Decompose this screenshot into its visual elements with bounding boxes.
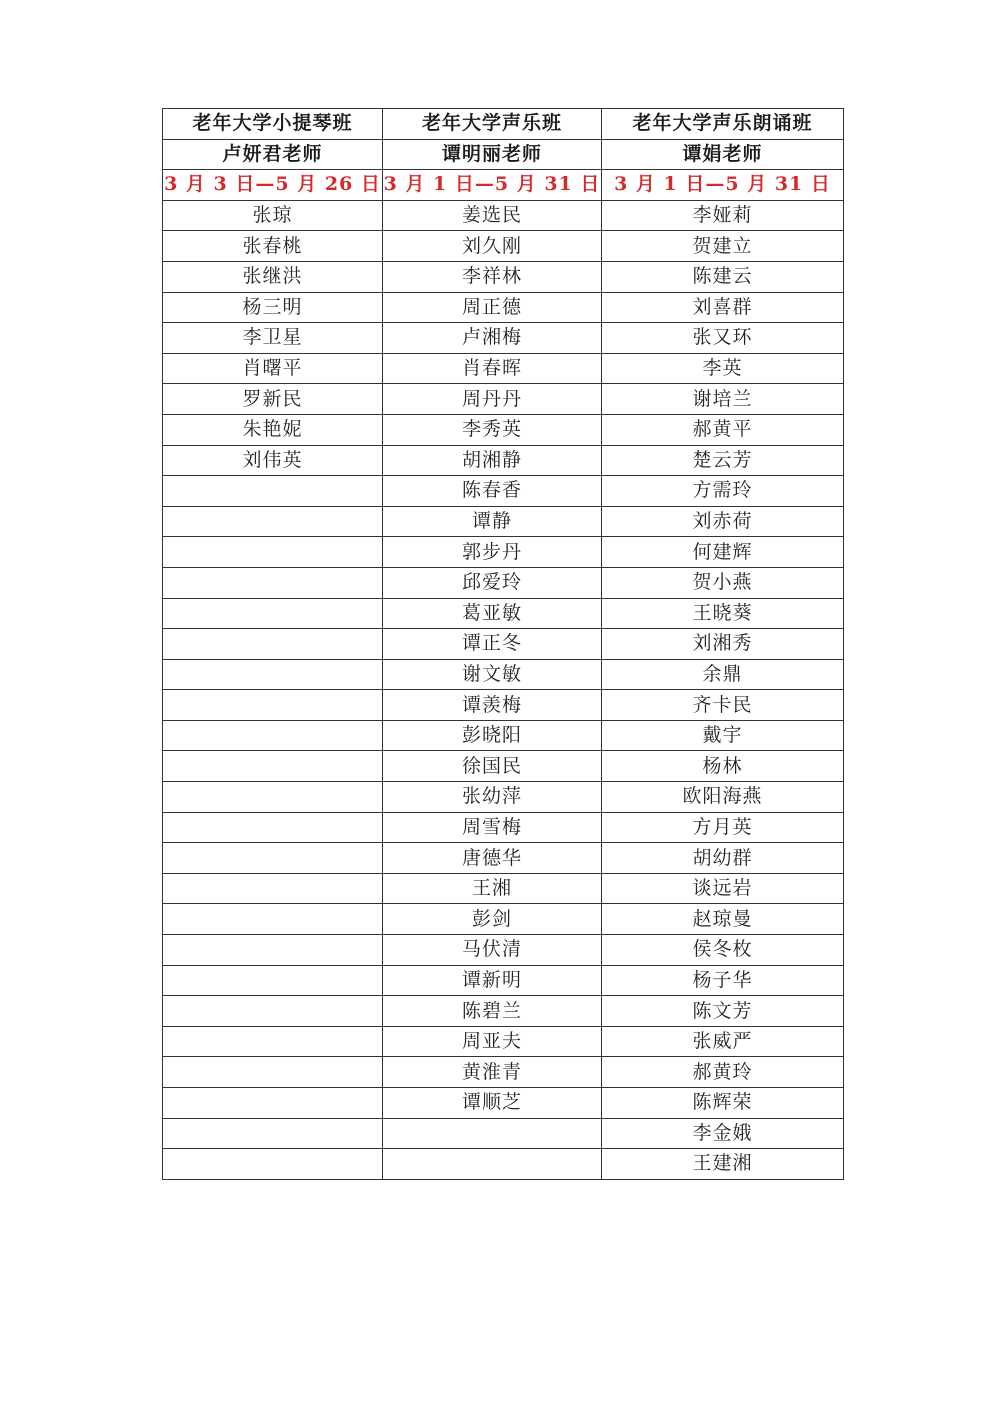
student-name-cell: 谭新明 [383, 965, 602, 996]
student-name-cell [163, 476, 383, 507]
table-row [163, 567, 844, 598]
student-name-cell: 李娅莉 [602, 200, 844, 231]
student-name-cell: 侯冬枚 [602, 935, 844, 966]
class-roster-table [162, 108, 844, 1180]
table-row [163, 873, 844, 904]
student-name-cell: 马伏清 [383, 935, 602, 966]
student-name-cell: 徐国民 [383, 751, 602, 782]
student-name-cell: 杨三明 [163, 292, 383, 323]
table-row [163, 843, 844, 874]
table-row [163, 323, 844, 354]
student-name-cell: 李英 [602, 353, 844, 384]
student-name-cell: 张幼萍 [383, 782, 602, 813]
table-row [163, 720, 844, 751]
student-name-cell: 楚云芳 [602, 445, 844, 476]
student-name-cell: 何建辉 [602, 537, 844, 568]
table-row [163, 292, 844, 323]
student-name-cell: 郭步丹 [383, 537, 602, 568]
student-name-cell: 张琼 [163, 200, 383, 231]
table-row [163, 261, 844, 292]
teacher-row [163, 139, 844, 170]
student-name-cell [383, 1149, 602, 1180]
student-name-cell: 戴宇 [602, 720, 844, 751]
student-name-cell: 朱艳妮 [163, 414, 383, 445]
student-name-cell [163, 690, 383, 721]
student-name-cell: 谈远岩 [602, 873, 844, 904]
class-name-vocal-recitation: 老年大学声乐朗诵班 [602, 109, 844, 140]
student-name-cell: 葛亚敏 [383, 598, 602, 629]
table-row [163, 935, 844, 966]
dates-violin: 3 月 3 日—5 月 26 日 [163, 170, 383, 201]
teacher-violin: 卢妍君老师 [163, 139, 383, 170]
student-name-cell: 欧阳海燕 [602, 782, 844, 813]
date-range-row [163, 170, 844, 201]
table-row [163, 353, 844, 384]
student-name-cell: 谢培兰 [602, 384, 844, 415]
table-row [163, 782, 844, 813]
student-name-cell: 李卫星 [163, 323, 383, 354]
roster-body [163, 109, 844, 1180]
student-name-cell: 卢湘梅 [383, 323, 602, 354]
student-name-cell: 杨林 [602, 751, 844, 782]
table-row [163, 904, 844, 935]
teacher-vocal-recitation: 谭娟老师 [602, 139, 844, 170]
student-name-cell: 陈辉荣 [602, 1088, 844, 1119]
student-name-cell: 刘赤荷 [602, 506, 844, 537]
student-name-cell: 张继洪 [163, 261, 383, 292]
student-name-cell: 彭剑 [383, 904, 602, 935]
student-name-cell: 李祥林 [383, 261, 602, 292]
student-name-cell [163, 782, 383, 813]
student-name-cell: 刘湘秀 [602, 629, 844, 660]
student-name-cell: 肖曙平 [163, 353, 383, 384]
student-name-cell: 谭静 [383, 506, 602, 537]
student-name-cell [163, 812, 383, 843]
student-name-cell: 周雪梅 [383, 812, 602, 843]
class-name-violin: 老年大学小提琴班 [163, 109, 383, 140]
student-name-cell [163, 843, 383, 874]
student-name-cell: 李秀英 [383, 414, 602, 445]
student-name-cell [163, 537, 383, 568]
student-name-cell: 邱爱玲 [383, 567, 602, 598]
student-name-cell: 齐卡民 [602, 690, 844, 721]
student-name-cell: 刘伟英 [163, 445, 383, 476]
dates-vocal: 3 月 1 日—5 月 31 日 [383, 170, 602, 201]
student-name-cell: 方需玲 [602, 476, 844, 507]
student-name-cell: 杨子华 [602, 965, 844, 996]
student-name-cell: 胡幼群 [602, 843, 844, 874]
student-name-cell: 贺建立 [602, 231, 844, 262]
student-name-cell [383, 1118, 602, 1149]
student-name-cell: 余鼎 [602, 659, 844, 690]
student-name-cell: 王建湘 [602, 1149, 844, 1180]
student-name-cell: 彭晓阳 [383, 720, 602, 751]
student-name-cell: 刘喜群 [602, 292, 844, 323]
dates-vocal-recitation: 3 月 1 日—5 月 31 日 [602, 170, 844, 201]
table-row [163, 965, 844, 996]
student-name-cell: 周亚夫 [383, 1026, 602, 1057]
student-name-cell: 郝黄平 [602, 414, 844, 445]
student-name-cell: 陈碧兰 [383, 996, 602, 1027]
student-name-cell: 谭顺芝 [383, 1088, 602, 1119]
table-row [163, 629, 844, 660]
table-row [163, 1149, 844, 1180]
student-name-cell [163, 720, 383, 751]
student-name-cell: 唐德华 [383, 843, 602, 874]
table-row [163, 414, 844, 445]
student-name-cell: 王湘 [383, 873, 602, 904]
student-name-cell: 陈文芳 [602, 996, 844, 1027]
student-name-cell [163, 1026, 383, 1057]
teacher-vocal: 谭明丽老师 [383, 139, 602, 170]
student-name-cell: 张威严 [602, 1026, 844, 1057]
student-name-cell: 赵琼曼 [602, 904, 844, 935]
student-name-cell [163, 904, 383, 935]
student-name-cell [163, 598, 383, 629]
student-name-cell: 周正德 [383, 292, 602, 323]
student-name-cell [163, 1149, 383, 1180]
student-name-cell: 李金娥 [602, 1118, 844, 1149]
table-row [163, 200, 844, 231]
student-name-cell [163, 659, 383, 690]
table-row [163, 1118, 844, 1149]
table-row [163, 598, 844, 629]
student-name-cell: 谭羡梅 [383, 690, 602, 721]
student-name-cell: 罗新民 [163, 384, 383, 415]
class-name-vocal: 老年大学声乐班 [383, 109, 602, 140]
student-name-cell [163, 751, 383, 782]
student-name-cell: 肖春晖 [383, 353, 602, 384]
student-name-cell: 姜选民 [383, 200, 602, 231]
table-row [163, 1026, 844, 1057]
student-name-cell [163, 935, 383, 966]
student-name-cell: 陈春香 [383, 476, 602, 507]
table-row [163, 445, 844, 476]
student-name-cell [163, 965, 383, 996]
student-name-cell [163, 567, 383, 598]
student-name-cell: 谭正冬 [383, 629, 602, 660]
student-name-cell [163, 1057, 383, 1088]
student-name-cell: 黄淮青 [383, 1057, 602, 1088]
table-row [163, 751, 844, 782]
class-name-row [163, 109, 844, 140]
student-name-cell: 谢文敏 [383, 659, 602, 690]
table-row [163, 690, 844, 721]
table-row [163, 659, 844, 690]
student-name-cell: 胡湘静 [383, 445, 602, 476]
student-name-cell: 刘久刚 [383, 231, 602, 262]
table-row [163, 384, 844, 415]
student-name-cell [163, 1088, 383, 1119]
table-row [163, 812, 844, 843]
student-name-cell [163, 1118, 383, 1149]
table-row [163, 1088, 844, 1119]
student-name-cell [163, 996, 383, 1027]
table-row [163, 1057, 844, 1088]
table-row [163, 506, 844, 537]
table-row [163, 231, 844, 262]
student-name-cell [163, 873, 383, 904]
student-name-cell: 郝黄玲 [602, 1057, 844, 1088]
student-name-cell: 贺小燕 [602, 567, 844, 598]
student-name-cell [163, 629, 383, 660]
student-name-cell: 周丹丹 [383, 384, 602, 415]
table-row [163, 537, 844, 568]
student-name-cell: 张又环 [602, 323, 844, 354]
student-name-cell: 王晓葵 [602, 598, 844, 629]
table-row [163, 996, 844, 1027]
student-name-cell: 张春桃 [163, 231, 383, 262]
student-name-cell: 方月英 [602, 812, 844, 843]
table-row [163, 476, 844, 507]
student-name-cell [163, 506, 383, 537]
student-name-cell: 陈建云 [602, 261, 844, 292]
